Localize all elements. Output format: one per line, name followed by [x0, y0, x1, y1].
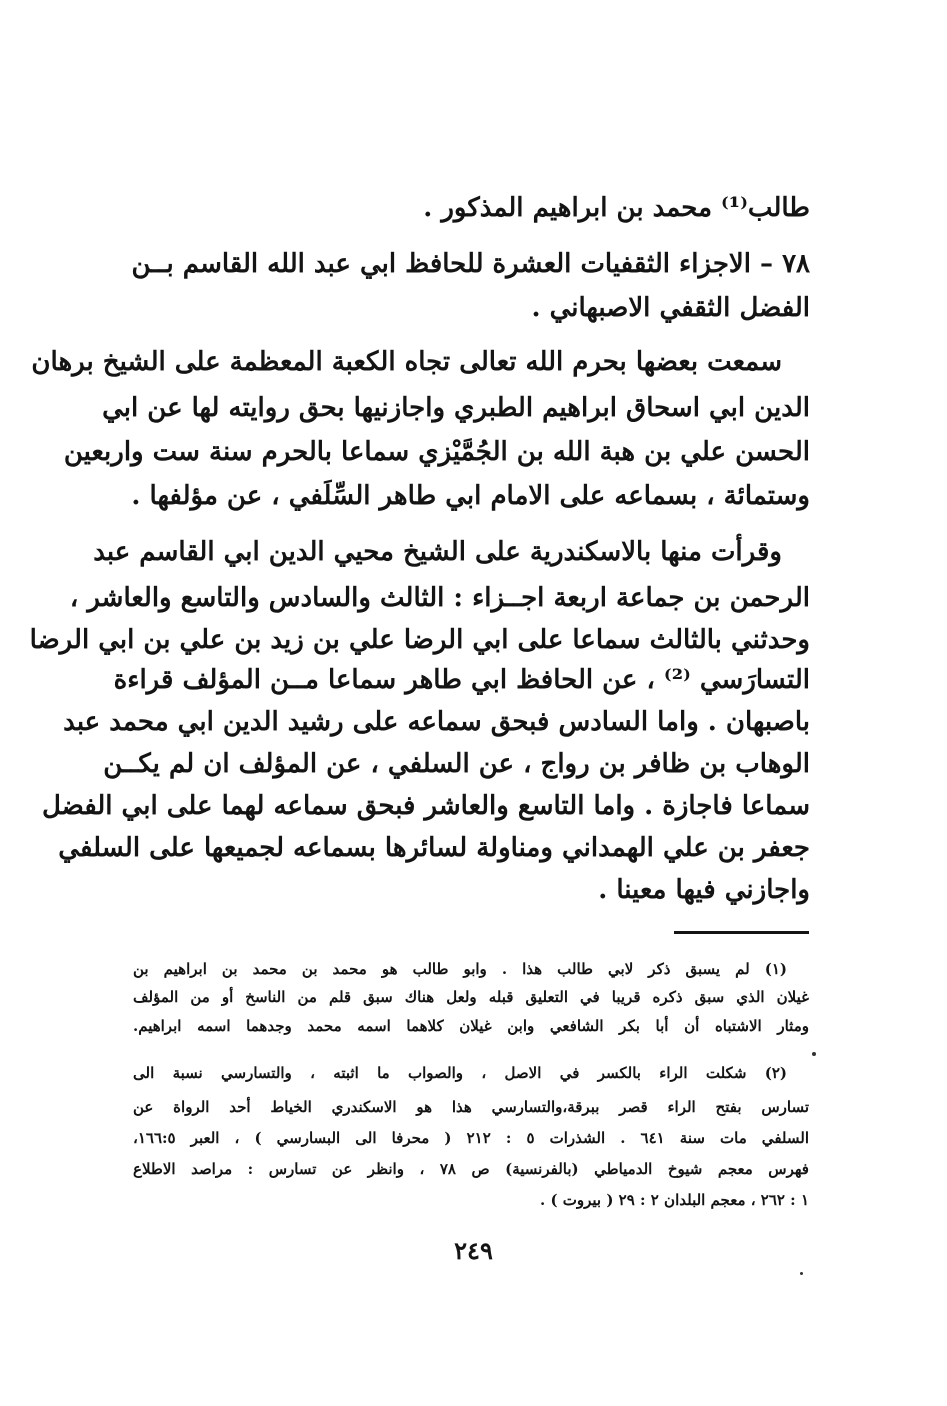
page-number: ٢٤٩ [454, 1236, 493, 1265]
footnote-line: فهرس معجم شيوخ الدمياطي (بالفرنسية) ص ٧٨ ، وانظر عن تسارس : مراصد الاطلاع [133, 1160, 809, 1178]
body-line: الدين ابي اسحاق ابراهيم الطبري واجازنيها بحق روايته لها عن ابي [102, 393, 810, 423]
footnote-line: (٢) شكلت الراء بالكسر في الاصل ، والصواب ما اثبته ، والتسارسي نسبة الى [133, 1064, 787, 1082]
body-line: التسارَسي ⁽²⁾ ، عن الحافظ ابي طاهر سماعا مــن المؤلف قراءة [113, 665, 810, 695]
body-line: سماعا فاجازة . واما التاسع والعاشر فبحق سماعه لهما على ابي الفضل [41, 791, 810, 821]
footnote-separator [674, 931, 809, 934]
footnote-line: غيلان الذي سبق ذكره قريبا في التعليق قبله ولعل هناك سبق قلم من الناسخ أو من المؤلف [133, 988, 809, 1006]
body-line: طالب⁽¹⁾ محمد بن ابراهيم المذكور . [423, 193, 810, 223]
body-line: سمعت بعضها بحرم الله تعالى تجاه الكعبة المعظمة على الشيخ برهان [31, 347, 782, 377]
body-line: وستمائة ، بسماعه على الامام ابي طاهر السِّلَفي ، عن مؤلفها . [131, 481, 810, 511]
footnote-line: تسارس بفتح الراء قصر ببرقة،والتسارسي هذا هو الاسكندري الخياط أحد الرواة عن [133, 1098, 809, 1116]
footnote-line: ١ : ٢٦٢ ، معجم البلدان ٢ : ٢٩ ( بيروت ) . [540, 1191, 809, 1209]
footnote-line: ومثار الاشتباه أن أبا بكر الشافعي وابن غيلان كلاهما اسمه محمد وجدهما اسمه ابراهيم. [133, 1017, 809, 1035]
body-line: الرحمن بن جماعة اربعة اجــزاء : الثالث والسادس والتاسع والعاشر ، [69, 583, 810, 613]
entry-heading-line: ٧٨ – الاجزاء الثقفيات العشرة للحافظ ابي عبد الله القاسم بــن [131, 249, 810, 279]
body-line: جعفر بن علي الهمداني ومناولة لسائرها بسماعه لجميعها على السلفي [58, 833, 810, 863]
body-line: الحسن علي بن هبة الله بن الجُمَّيْزي سماعا بالحرم سنة ست واربعين [63, 437, 810, 467]
body-line: وقرأت منها بالاسكندرية على الشيخ محيي الدين ابي القاسم عبد [93, 537, 782, 567]
body-line: وحدثني بالثالث سماعا على ابي الرضا علي بن زيد بن علي بن ابي الرضا [29, 625, 810, 655]
scan-speck [812, 1052, 816, 1056]
scan-speck [800, 1272, 803, 1275]
body-line: باصبهان . واما السادس فبحق سماعه على رشيد الدين ابي محمد عبد [63, 707, 810, 737]
footnote-line: (١) لم يسبق ذكر لابي طالب هذا . وابو طالب هو محمد بن محمد بن ابراهيم بن [133, 960, 787, 978]
footnote-line: السلفي مات سنة ٦٤١ . الشذرات ٥ : ٢١٢ ( محرفا الى البسارسي ) ، العبر ١٦٦:٥، [133, 1129, 809, 1147]
body-line: واجازني فيها معينا . [598, 875, 810, 905]
entry-heading-line: الفضل الثقفي الاصبهاني . [531, 293, 810, 323]
body-line: الوهاب بن ظافر بن رواج ، عن السلفي ، عن المؤلف ان لم يكــن [103, 749, 810, 779]
